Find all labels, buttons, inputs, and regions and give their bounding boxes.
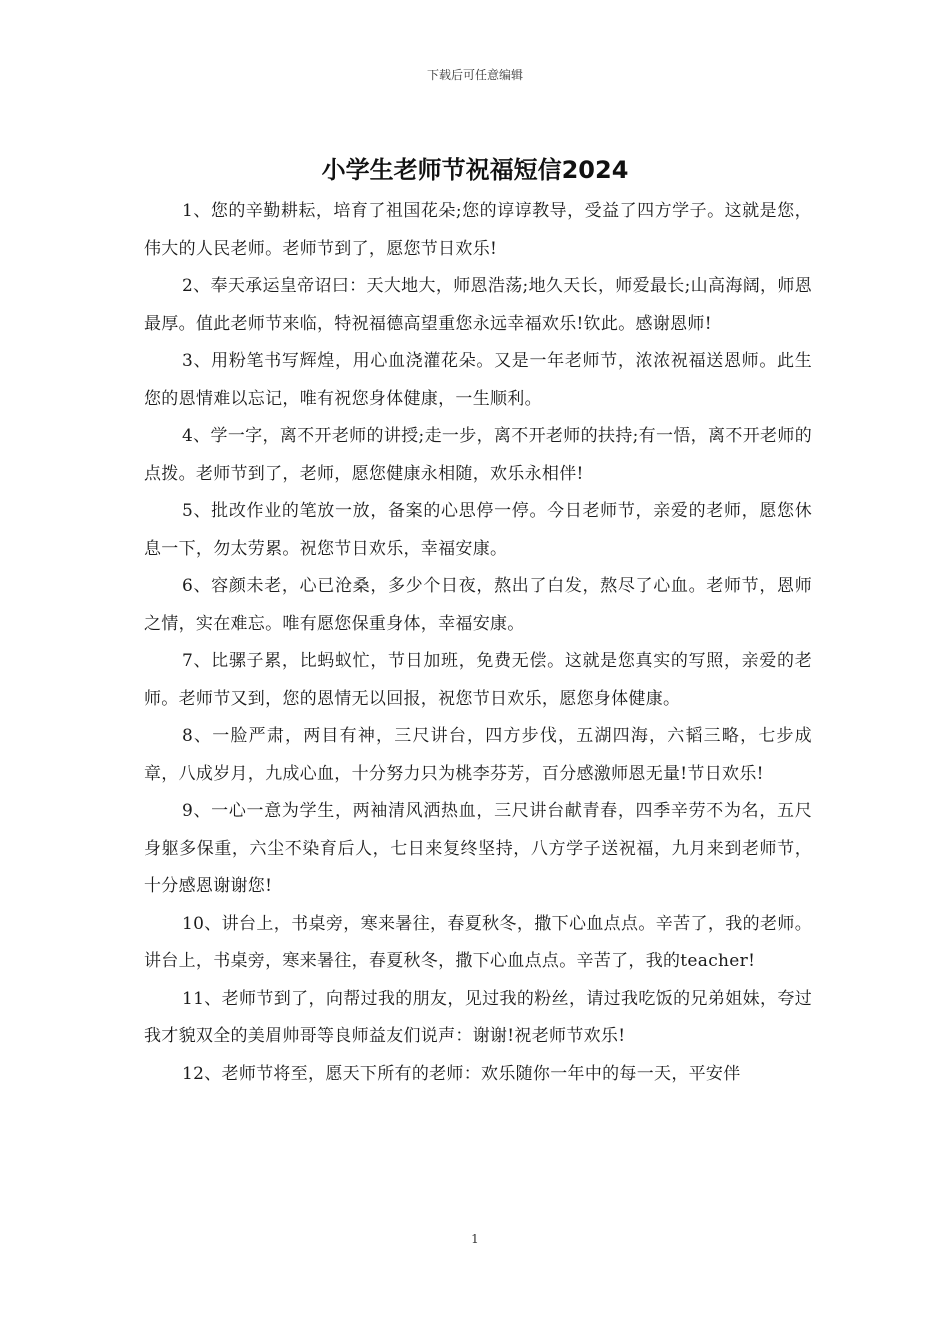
paragraph-7: 7、比骡子累，比蚂蚁忙，节日加班，免费无偿。这就是您真实的写照，亲爱的老师。老师节又到，您的恩情无以回报，祝您节日欢乐，愿您身体健康。: [144, 651, 812, 709]
paragraph-11: 11、老师节到了，向帮过我的朋友，见过我的粉丝，请过我吃饭的兄弟姐妹，夸过我才貌双全的美眉帅哥等良师益友们说声：谢谢!祝老师节欢乐!: [144, 988, 812, 1046]
paragraph-10: 10、讲台上，书桌旁，寒来暑往，春夏秋冬，撒下心血点点。辛苦了，我的老师。讲台上，书桌旁，寒来暑往，春夏秋冬，撒下心血点点。辛苦了，我的teacher!: [144, 913, 812, 971]
paragraph-9: 9、一心一意为学生，两袖清风洒热血，三尺讲台献青春，四季辛劳不为名，五尺身躯多保重，六尘不染育后人，七日来复终坚持，八方学子送祝福，九月来到老师节，十分感恩谢谢您!: [144, 801, 812, 896]
paragraph-4: 4、学一字，离不开老师的讲授;走一步，离不开老师的扶持;有一悟，离不开老师的点拨。老师节到了，老师，愿您健康永相随，欢乐永相伴!: [144, 426, 812, 484]
paragraph-2: 2、奉天承运皇帝诏曰：天大地大，师恩浩荡;地久天长，师爱最长;山高海阔，师恩最厚。值此老师节来临，特祝福德高望重您永远幸福欢乐!钦此。感谢恩师!: [144, 276, 812, 334]
page-header: 下载后可任意编辑: [426, 68, 523, 82]
paragraph-3: 3、用粉笔书写辉煌，用心血浇灌花朵。又是一年老师节，浓浓祝福送恩师。此生您的恩情难以忘记，唯有祝您身体健康，一生顺利。: [144, 351, 812, 409]
page-number: 1: [471, 1232, 479, 1246]
document-body: [144, 193, 812, 1093]
paragraph-8: 8、一脸严肃，两目有神，三尺讲台，四方步伐，五湖四海，六韬三略，七步成章，八成岁月，九成心血，十分努力只为桃李芬芳，百分感激师恩无量!节日欢乐!: [144, 726, 812, 784]
paragraph-6: 6、容颜未老，心已沧桑，多少个日夜，熬出了白发，熬尽了心血。老师节，恩师之情，实在难忘。唯有愿您保重身体，幸福安康。: [144, 576, 812, 634]
document-title: 小学生老师节祝福短信2024: [321, 156, 629, 184]
paragraph-5: 5、批改作业的笔放一放，备案的心思停一停。今日老师节，亲爱的老师，愿您休息一下，勿太劳累。祝您节日欢乐，幸福安康。: [144, 501, 812, 559]
paragraph-1: 1、您的辛勤耕耘，培育了祖国花朵;您的谆谆教导，受益了四方学子。这就是您，伟大的人民老师。老师节到了，愿您节日欢乐!: [144, 201, 812, 259]
paragraph-12: 12、老师节将至，愿天下所有的老师：欢乐随你一年中的每一天，平安伴: [182, 1063, 741, 1084]
